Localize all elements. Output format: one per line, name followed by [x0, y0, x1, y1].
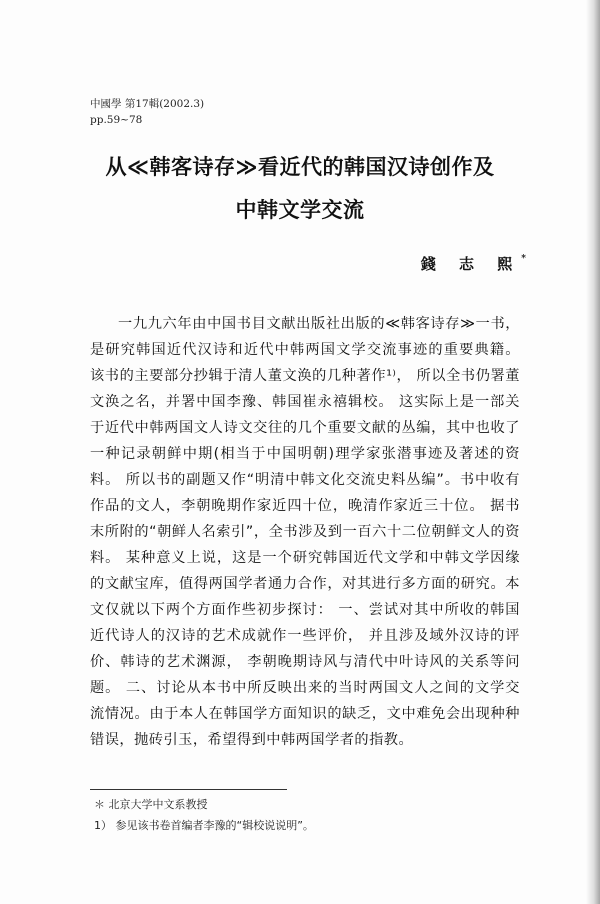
footnote-author-affiliation: ＊ 北京大学中文系教授	[94, 798, 208, 811]
journal-issue-line: 中國學 第17輯(2002.3)	[90, 98, 205, 110]
journal-header	[90, 96, 204, 128]
footnote-divider	[90, 789, 287, 790]
author-name: 錢 志 熙	[420, 255, 522, 273]
article-title-line-2: 中韩文学交流	[235, 198, 365, 222]
body-paragraph: 一九九六年由中国书目文献出版社出版的≪韩客诗存≫一书，是研究韩国近代汉诗和近代中韩两国文学交流事迹的重要典籍。 该书的主要部分抄辑于清人董文涣的几种著作¹⁾， 所以全书仍署董文涣之名，并署中国李豫、韩国崔永禧辑校。 这实际上是一部关于近代中韩两国文人诗文交往的几个重要文献的丛编，其中也收了一种记录朝鲜中期(相当于中国明朝)理学家张潜事迹及著述的资料。 所以书的副题又作“明清中韩文化交流史料丛编”。书中收有作品的文人，李朝晚期作家近四十位，晚清作家近三十位。 据书末所附的“朝鲜人名索引”，全书涉及到一百六十二位朝鲜文人的资料。 某种意义上说，这是一个研究韩国近代文学和中韩文学因缘的文献宝库，值得两国学者通力合作，对其进行多方面的研究。本文仅就以下两个方面作些初步探讨： 一、尝试对其中所收的韩国近代诗人的汉诗的艺术成就作一些评价， 并且涉及域外汉诗的评价、韩诗的艺术渊源， 李朝晚期诗风与清代中叶诗风的关系等问题。 二、讨论从本书中所反映出来的当时两国文人之间的文学交流情况。由于本人在韩国学方面知识的缺乏，文中难免会出现种种错误，抛砖引玉，希望得到中韩两国学者的指教。	[90, 316, 520, 748]
author-byline	[421, 253, 526, 274]
article-title-line-1: 从≪韩客诗存≫看近代的韩国汉诗创作及	[105, 155, 495, 179]
author-footnote-mark: *	[521, 254, 526, 264]
footnote-1: 1） 参见该书卷首编者李豫的“辑校说说明”。	[94, 819, 314, 832]
scan-edge-shadow	[586, 0, 600, 904]
page-range-line: pp.59~78	[90, 114, 143, 126]
